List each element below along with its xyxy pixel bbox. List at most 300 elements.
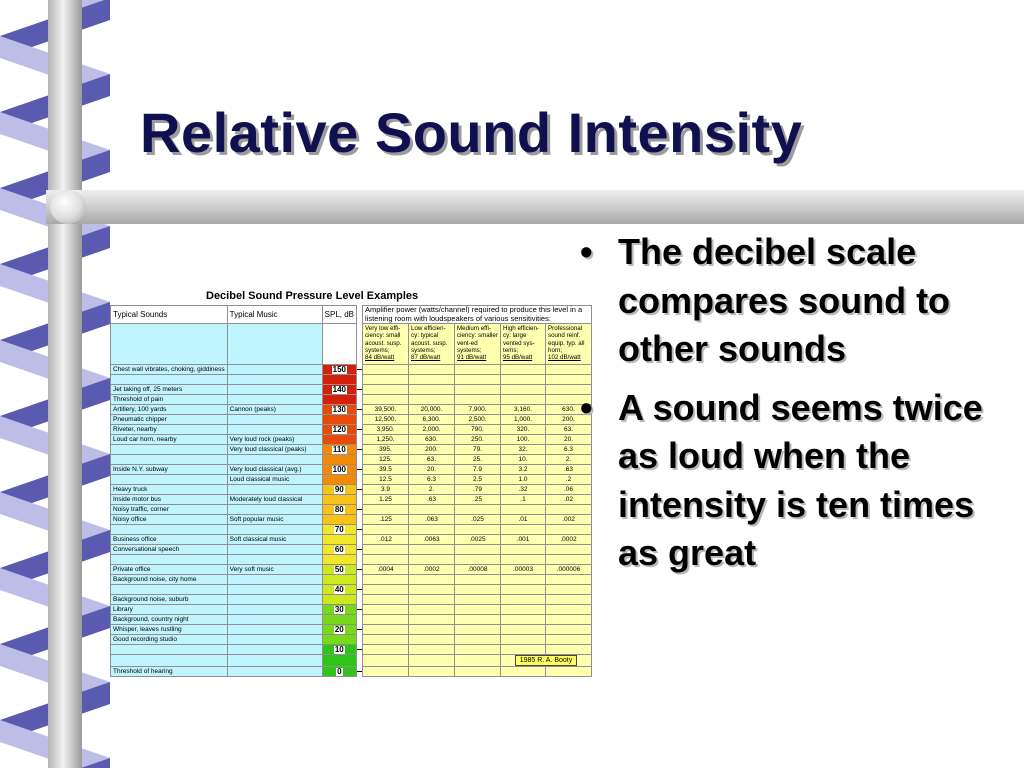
spl-cell — [322, 625, 356, 635]
typical-sound-cell — [111, 455, 228, 465]
power-cell: 2.5 — [455, 475, 501, 485]
typical-sound-cell: Background noise, city home — [111, 575, 228, 585]
credit-label: 1985 R. A. Booty — [515, 655, 578, 666]
spl-cell — [322, 655, 356, 667]
spl-value: 0 — [337, 666, 342, 676]
typical-sound-cell: Loud car horn, nearby — [111, 435, 228, 445]
amp-subheader — [455, 324, 501, 365]
typical-music-cell — [227, 485, 322, 495]
bullet-text: The decibel scale compares sound to other sounds — [618, 231, 951, 369]
table-row — [111, 515, 592, 525]
power-cell: 6,300. — [409, 415, 455, 425]
header-spl: SPL, dB — [322, 306, 356, 324]
spl-cell — [322, 605, 356, 615]
subheader-rating: 91 dB/watt — [457, 354, 487, 362]
typical-music-cell — [227, 615, 322, 625]
typical-music-cell: Very loud classical (peaks) — [227, 445, 322, 455]
typical-sound-cell: Background noise, suburb — [111, 595, 228, 605]
spl-cell — [322, 575, 356, 585]
power-cell: 2. — [409, 485, 455, 495]
power-cell: 125. — [363, 455, 409, 465]
spl-value: 40 — [334, 584, 344, 594]
bullet-symbol: • — [580, 386, 593, 428]
table-row — [111, 455, 592, 465]
typical-music-cell — [227, 605, 322, 615]
spl-cell — [322, 525, 356, 535]
power-cell: .25 — [455, 495, 501, 505]
power-cell — [363, 615, 409, 625]
power-cell: .00003 — [501, 565, 546, 575]
spl-value: 140 — [332, 384, 346, 394]
power-cell: .0002 — [546, 535, 592, 545]
left-decoration — [0, 0, 110, 768]
spl-value: 120 — [332, 424, 346, 434]
power-cell: 3,950. — [363, 425, 409, 435]
power-cell — [409, 365, 455, 375]
typical-music-cell — [227, 575, 322, 585]
typical-sound-cell: Noisy traffic, corner — [111, 505, 228, 515]
table-row — [111, 585, 592, 595]
table-row — [111, 405, 592, 415]
power-cell — [501, 555, 546, 565]
power-cell: .06 — [546, 485, 592, 495]
power-cell: 39,500. — [363, 405, 409, 415]
power-cell — [501, 575, 546, 585]
spl-cell — [322, 505, 356, 515]
typical-music-cell — [227, 425, 322, 435]
table-row — [111, 635, 592, 645]
power-cell — [501, 365, 546, 375]
typical-music-cell — [227, 365, 322, 375]
subheader-text: Very low effi-ciency: small acoust. susp. systems; — [365, 325, 402, 354]
spl-cell — [322, 375, 356, 385]
typical-sound-cell: Background, country night — [111, 615, 228, 625]
power-cell: 20. — [546, 435, 592, 445]
spl-cell — [322, 645, 356, 655]
table-row — [111, 615, 592, 625]
power-cell — [455, 505, 501, 515]
power-cell: 20. — [409, 465, 455, 475]
table-row — [111, 535, 592, 545]
subheader-rating: 87 dB/watt — [411, 354, 441, 362]
table-row — [111, 645, 592, 655]
spl-cell — [322, 485, 356, 495]
typical-sound-cell: Inside motor bus — [111, 495, 228, 505]
power-cell — [501, 595, 546, 605]
power-cell: 3.9 — [363, 485, 409, 495]
power-cell: .2 — [546, 475, 592, 485]
typical-music-cell — [227, 525, 322, 535]
subheader-rating: 84 dB/watt — [365, 354, 395, 362]
bar-knob — [50, 190, 86, 224]
typical-sound-cell — [111, 555, 228, 565]
power-cell: 2,500. — [455, 415, 501, 425]
power-cell: 790. — [455, 425, 501, 435]
typical-sound-cell — [111, 585, 228, 595]
power-cell: .79 — [455, 485, 501, 495]
power-cell — [455, 667, 501, 677]
power-cell — [501, 585, 546, 595]
decibel-table — [110, 305, 592, 677]
typical-music-cell: Very soft music — [227, 565, 322, 575]
power-cell — [363, 625, 409, 635]
table-row — [111, 425, 592, 435]
table-row — [111, 495, 592, 505]
power-cell — [363, 525, 409, 535]
header-typical-music: Typical Music — [227, 306, 322, 324]
power-cell — [363, 667, 409, 677]
power-cell: .012 — [363, 535, 409, 545]
table-row — [111, 655, 592, 667]
power-cell: 250. — [455, 435, 501, 445]
table-row — [111, 445, 592, 455]
power-cell — [501, 635, 546, 645]
table-row — [111, 485, 592, 495]
spl-cell — [322, 515, 356, 525]
spl-cell — [322, 395, 356, 405]
power-cell: 63. — [546, 425, 592, 435]
slide-title: Relative Sound Intensity — [140, 101, 803, 164]
table-row — [111, 525, 592, 535]
subheader-rating: 102 dB/watt — [548, 354, 581, 362]
power-cell: 6.3 — [546, 445, 592, 455]
vertical-pole — [48, 0, 82, 768]
table-row — [111, 595, 592, 605]
power-cell: 25. — [455, 455, 501, 465]
power-cell: 3.2 — [501, 465, 546, 475]
table-row — [111, 385, 592, 395]
power-cell: .0025 — [455, 535, 501, 545]
table-row — [111, 475, 592, 485]
power-cell — [501, 545, 546, 555]
spl-cell — [322, 385, 356, 395]
power-cell — [409, 555, 455, 565]
typical-sound-cell: Good recording studio — [111, 635, 228, 645]
spl-cell — [322, 465, 356, 475]
power-cell — [455, 625, 501, 635]
power-cell: 7.9 — [455, 465, 501, 475]
power-cell: 630. — [546, 405, 592, 415]
power-cell: .02 — [546, 495, 592, 505]
power-cell — [455, 385, 501, 395]
power-cell — [455, 555, 501, 565]
table-body — [111, 324, 592, 677]
table-title: Decibel Sound Pressure Level Examples — [206, 290, 419, 302]
power-cell: .0004 — [363, 565, 409, 575]
power-cell — [546, 635, 592, 645]
power-cell — [501, 395, 546, 405]
spl-value: 10 — [334, 644, 344, 654]
power-cell — [409, 525, 455, 535]
power-cell — [455, 645, 501, 655]
power-cell — [409, 545, 455, 555]
typical-music-cell: Soft popular music — [227, 515, 322, 525]
power-cell — [409, 395, 455, 405]
spl-value: 70 — [334, 524, 344, 534]
power-cell — [409, 605, 455, 615]
typical-sound-cell: Noisy office — [111, 515, 228, 525]
power-cell — [363, 555, 409, 565]
typical-sound-cell: Heavy truck — [111, 485, 228, 495]
typical-sound-cell — [111, 445, 228, 455]
spl-cell — [322, 595, 356, 605]
amp-subheader — [409, 324, 455, 365]
power-cell: 1.25 — [363, 495, 409, 505]
power-cell — [455, 575, 501, 585]
power-cell: 200. — [546, 415, 592, 425]
table-row — [111, 605, 592, 615]
power-cell: 79. — [455, 445, 501, 455]
typical-sound-cell: Inside N.Y. subway — [111, 465, 228, 475]
typical-music-cell — [227, 455, 322, 465]
power-cell: 10. — [501, 455, 546, 465]
table-row — [111, 575, 592, 585]
power-cell — [501, 645, 546, 655]
spl-value: 80 — [334, 504, 344, 514]
typical-sound-cell: Conversational speech — [111, 545, 228, 555]
header-amplifier-power: Amplifier power (watts/channel) required to produce this level in a listening room with loudspeakers of various sensitivities: — [363, 306, 592, 324]
typical-music-cell — [227, 555, 322, 565]
bullet-list — [580, 228, 1015, 588]
subheader-text: High efficien-cy: large vented sys-tems; — [503, 325, 539, 354]
typical-sound-cell: Riveter, nearby — [111, 425, 228, 435]
power-cell — [409, 615, 455, 625]
power-cell: .00008 — [455, 565, 501, 575]
spl-cell — [322, 365, 356, 375]
typical-sound-cell — [111, 655, 228, 667]
power-cell: 20,000. — [409, 405, 455, 415]
power-cell — [455, 585, 501, 595]
spl-cell — [322, 495, 356, 505]
typical-sound-cell: Threshold of hearing — [111, 667, 228, 677]
spl-cell — [322, 615, 356, 625]
table-row — [111, 565, 592, 575]
power-cell — [409, 655, 455, 667]
spl-value: 90 — [334, 484, 344, 494]
spl-cell — [322, 455, 356, 465]
spl-cell — [322, 435, 356, 445]
power-cell: .001 — [501, 535, 546, 545]
table-row — [111, 435, 592, 445]
power-cell: .1 — [501, 495, 546, 505]
power-cell: 12.5 — [363, 475, 409, 485]
spl-value: 20 — [334, 624, 344, 634]
power-cell — [363, 635, 409, 645]
power-cell: 100. — [501, 435, 546, 445]
spl-value: 150 — [332, 364, 346, 374]
typical-sound-cell — [111, 375, 228, 385]
power-cell: .0063 — [409, 535, 455, 545]
typical-music-cell: Moderately loud classical — [227, 495, 322, 505]
power-cell: 6.3 — [409, 475, 455, 485]
power-cell — [409, 595, 455, 605]
power-cell: .63 — [409, 495, 455, 505]
subheader-text: Medium effi-ciency: smaller vent-ed systems; — [457, 325, 498, 354]
power-cell: 7,900. — [455, 405, 501, 415]
horizontal-bar — [46, 190, 1024, 224]
power-cell — [501, 625, 546, 635]
typical-sound-cell: Business office — [111, 535, 228, 545]
power-cell: .32 — [501, 485, 546, 495]
power-cell — [455, 395, 501, 405]
subheader-text: Low efficien-cy: typical acoust. susp. systems; — [411, 325, 448, 354]
power-cell: 12,500. — [363, 415, 409, 425]
typical-sound-cell: Pneumatic chipper — [111, 415, 228, 425]
power-cell: 1,000. — [501, 415, 546, 425]
table-row — [111, 365, 592, 375]
power-cell — [546, 605, 592, 615]
spl-cell — [322, 565, 356, 575]
typical-music-cell — [227, 505, 322, 515]
power-cell — [501, 615, 546, 625]
table-row — [111, 415, 592, 425]
spl-value: 110 — [332, 444, 346, 454]
power-cell: .025 — [455, 515, 501, 525]
spl-cell — [322, 667, 356, 677]
typical-sound-cell: Private office — [111, 565, 228, 575]
power-cell: 2. — [546, 455, 592, 465]
power-cell — [363, 385, 409, 395]
bullet-symbol: • — [580, 231, 593, 272]
power-cell — [501, 667, 546, 677]
typical-sound-cell — [111, 475, 228, 485]
amp-subheader — [363, 324, 409, 365]
spl-cell — [322, 405, 356, 415]
typical-sound-cell: Library — [111, 605, 228, 615]
typical-music-cell — [227, 655, 322, 667]
power-cell — [363, 545, 409, 555]
power-cell: 320. — [501, 425, 546, 435]
typical-music-cell — [227, 635, 322, 645]
typical-sound-cell: Artillery, 100 yards — [111, 405, 228, 415]
power-cell — [409, 575, 455, 585]
table-row — [111, 465, 592, 475]
power-cell: 63. — [409, 455, 455, 465]
power-cell: 3,160. — [501, 405, 546, 415]
credit-cell — [501, 655, 592, 667]
power-cell — [363, 575, 409, 585]
typical-music-cell — [227, 415, 322, 425]
spl-cell — [322, 535, 356, 545]
typical-music-cell — [227, 395, 322, 405]
power-cell — [363, 655, 409, 667]
typical-sound-cell: Chest wall vibrates, choking, giddiness — [111, 365, 228, 375]
power-cell — [363, 595, 409, 605]
typical-sound-cell: Threshold of pain — [111, 395, 228, 405]
typical-music-cell — [227, 595, 322, 605]
power-cell — [546, 645, 592, 655]
typical-music-cell: Very loud classical (avg.) — [227, 465, 322, 475]
subheader-rating: 95 dB/watt — [503, 354, 533, 362]
power-cell: 39.5 — [363, 465, 409, 475]
power-cell — [409, 667, 455, 677]
typical-music-cell — [227, 385, 322, 395]
power-cell — [409, 645, 455, 655]
spl-cell — [322, 585, 356, 595]
power-cell — [546, 595, 592, 605]
power-cell — [455, 655, 501, 667]
typical-music-cell: Cannon (peaks) — [227, 405, 322, 415]
table-row — [111, 395, 592, 405]
power-cell — [363, 645, 409, 655]
power-cell — [409, 635, 455, 645]
typical-music-cell — [227, 667, 322, 677]
power-cell — [409, 505, 455, 515]
spl-value: 130 — [332, 404, 346, 414]
power-cell: .63 — [546, 465, 592, 475]
power-cell: .063 — [409, 515, 455, 525]
spl-cell — [322, 555, 356, 565]
power-cell — [501, 385, 546, 395]
bullet-text: A sound seems twice as loud when the intensity is ten times as great — [618, 386, 983, 573]
power-cell — [501, 505, 546, 515]
power-cell — [363, 395, 409, 405]
power-cell — [501, 525, 546, 535]
power-cell — [363, 505, 409, 515]
power-cell — [501, 605, 546, 615]
power-cell: .125 — [363, 515, 409, 525]
table-row — [111, 545, 592, 555]
spl-cell — [322, 475, 356, 485]
typical-music-cell — [227, 545, 322, 555]
power-cell — [455, 365, 501, 375]
typical-music-cell — [227, 585, 322, 595]
amp-subheader — [501, 324, 546, 365]
power-cell — [363, 605, 409, 615]
power-cell — [409, 585, 455, 595]
typical-music-cell: Loud classical music — [227, 475, 322, 485]
power-cell — [546, 667, 592, 677]
power-cell — [546, 625, 592, 635]
power-cell: .01 — [501, 515, 546, 525]
power-cell: 32. — [501, 445, 546, 455]
typical-sound-cell — [111, 525, 228, 535]
power-cell — [455, 375, 501, 385]
spl-value: 100 — [332, 464, 346, 474]
header-typical-sounds: Typical Sounds — [111, 306, 228, 324]
power-cell — [546, 615, 592, 625]
power-cell: 2,000. — [409, 425, 455, 435]
spl-cell — [322, 635, 356, 645]
table-row — [111, 555, 592, 565]
power-cell: 630. — [409, 435, 455, 445]
typical-music-cell: Soft classical music — [227, 535, 322, 545]
power-cell — [455, 635, 501, 645]
spl-value: 60 — [334, 544, 344, 554]
power-cell — [409, 375, 455, 385]
subheader-text: Professional sound reinf. equip, typ. all horn; — [548, 325, 585, 354]
typical-sound-cell: Whisper, leaves rustling — [111, 625, 228, 635]
spl-cell — [322, 445, 356, 455]
power-cell — [363, 365, 409, 375]
table-row — [111, 625, 592, 635]
typical-music-cell — [227, 645, 322, 655]
power-cell: 200. — [409, 445, 455, 455]
table-row — [111, 505, 592, 515]
power-cell — [409, 385, 455, 395]
power-cell: 1.0 — [501, 475, 546, 485]
typical-music-cell — [227, 375, 322, 385]
power-cell: .000006 — [546, 565, 592, 575]
power-cell — [501, 375, 546, 385]
power-cell — [455, 595, 501, 605]
power-cell — [455, 545, 501, 555]
spl-cell — [322, 425, 356, 435]
power-cell — [363, 375, 409, 385]
power-cell — [409, 625, 455, 635]
spl-value: 30 — [334, 604, 344, 614]
power-cell — [455, 615, 501, 625]
